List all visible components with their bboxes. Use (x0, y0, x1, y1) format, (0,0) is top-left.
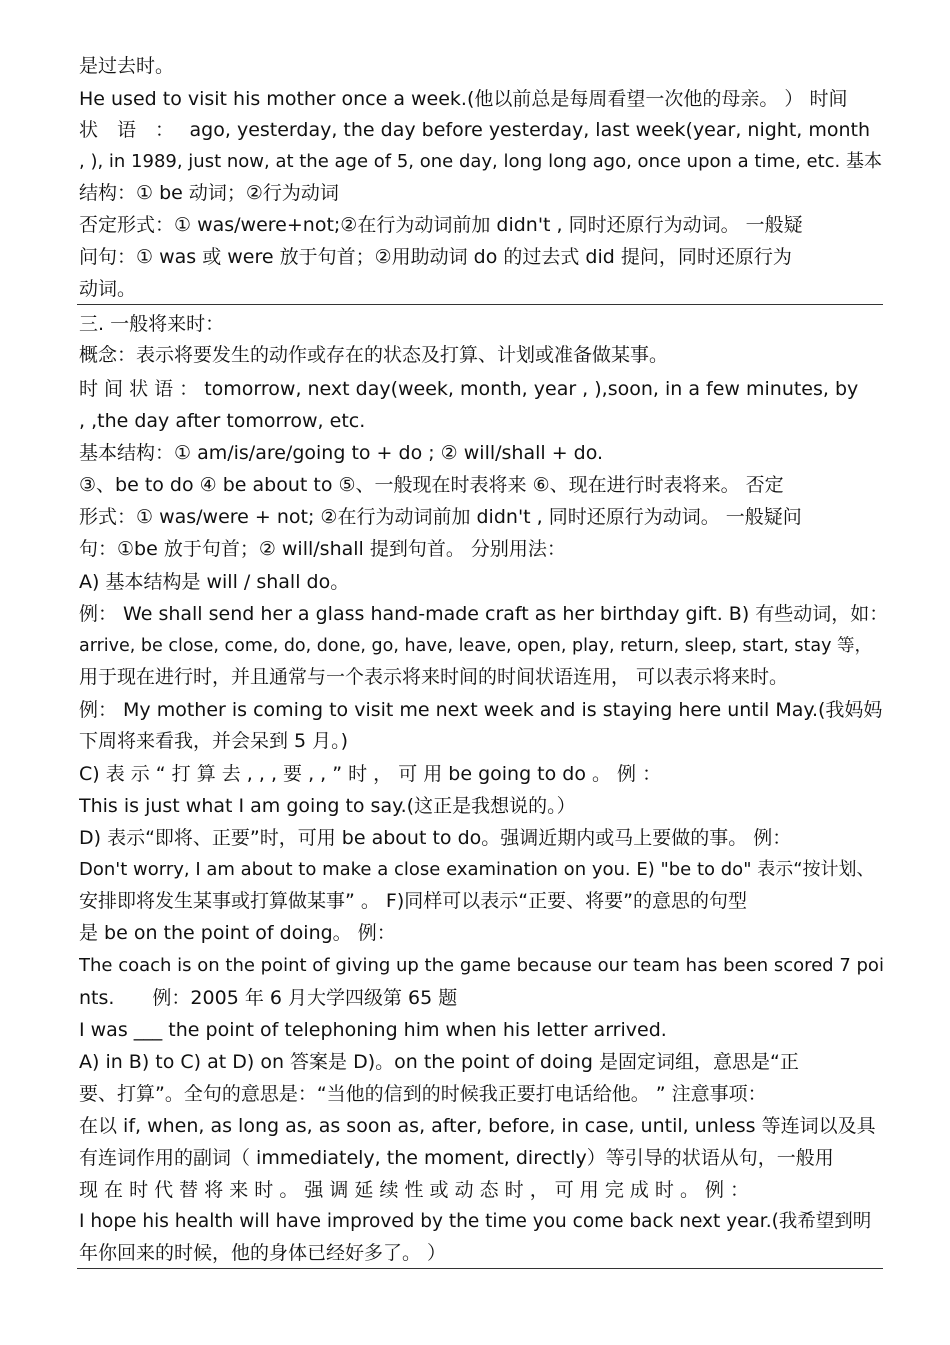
text-line: Don't worry, I am about to make a close examination on you. E) "be to do" 表示“按计划、 (79, 859, 875, 880)
text-line: A) 基本结构是 will / shall do。 (79, 571, 350, 593)
text-line: C) 表 示 “ 打 算 去 , , , 要 , , ” 时 ， 可 用 be going to do 。 例 ： (79, 763, 662, 785)
text-line: He used to visit his mother once a week.(他以前总是每周看望一次他的母亲。 ） 时间 (79, 88, 848, 110)
text-line: , ,the day after tomorrow, etc. (79, 410, 366, 432)
text-line: D) 表示“即将、正要”时，可用 be about to do。强调近期内或马上要做的事。 例： (79, 827, 792, 849)
text-line: 是过去时。 (79, 55, 175, 77)
text-line: 问句：① was 或 were 放于句首；②用助动词 do 的过去式 did 提问，同时还原行为 (79, 246, 792, 268)
text-line: 时 间 状 语 ： tomorrow, next day(week, month, year , ),soon, in a few minutes, by (79, 378, 859, 400)
text-line: A) in B) to C) at D) on 答案是 D)。on the point of doing 是固定词组，意思是“正 (79, 1051, 799, 1073)
section-heading: 三. 一般将来时： (79, 313, 225, 335)
text-line: 是 be on the point of doing。 例： (79, 922, 396, 944)
text-line: I was ___ the point of telephoning him when his letter arrived. (79, 1019, 667, 1041)
text-line: 结构：① be 动词；②行为动词 (79, 182, 339, 204)
text-line: 年你回来的时候，他的身体已经好多了。 ） (79, 1242, 447, 1264)
text-line: This is just what I am going to say.(这正是我想说的。） (79, 795, 576, 817)
text-line: 现 在 时 代 替 将 来 时 。 强 调 延 续 性 或 动 态 时 ， 可 用 完 成 时 。 例 ： (79, 1179, 750, 1201)
text-line: 状 语 ： ago, yesterday, the day before yesterday, last week(year, night, month (79, 119, 871, 141)
text-line: nts. 例：2005 年 6 月大学四级第 65 题 (79, 987, 458, 1009)
text-line: arrive, be close, come, do, done, go, have, leave, open, play, return, sleep, start, stay 等， (79, 636, 873, 656)
text-line: 用于现在进行时，并且通常与一个表示将来时间的时间状语连用， 可以表示将来时。 (79, 666, 789, 688)
text-line: The coach is on the point of giving up the game because our team has been scored 7 poi (79, 955, 884, 976)
section-divider (77, 1268, 883, 1269)
text-line: 要、打算”。全句的意思是：“当他的信到的时候我正要打电话给他。 ” 注意事项： (79, 1083, 767, 1105)
text-line: 基本结构：① am/is/are/going to + do ; ② will/shall + do. (79, 442, 604, 464)
text-line: 在以 if, when, as long as, as soon as, after, before, in case, until, unless 等连词以及具 (79, 1115, 876, 1137)
text-line: 动词。 (79, 278, 137, 300)
text-line: , ), in 1989, just now, at the age of 5, one day, long long ago, once upon a time, etc. 基本 (79, 151, 882, 172)
text-line: 形式：① was/were + not; ②在行为动词前加 didn't , 同时还原行为动词。 一般疑问 (79, 506, 802, 528)
text-line: 有连词作用的副词（ immediately, the moment, directly）等引导的状语从句，一般用 (79, 1147, 834, 1169)
text-line: 例： My mother is coming to visit me next week and is staying here until May.(我妈妈 (79, 699, 883, 721)
text-line: 句：①be 放于句首；② will/shall 提到句首。 分别用法： (79, 538, 566, 560)
text-line: 概念：表示将要发生的动作或存在的状态及打算、计划或准备做某事。 (79, 344, 669, 366)
text-line: 安排即将发生某事或打算做某事” 。 F)同样可以表示“正要、将要”的意思的句型 (79, 890, 747, 912)
text-line: I hope his health will have improved by the time you come back next year.(我希望到明 (79, 1211, 872, 1232)
text-line: 否定形式：① was/were+not;②在行为动词前加 didn't , 同时还原行为动词。 一般疑 (79, 214, 803, 236)
section-divider (77, 304, 883, 305)
text-line: 下周将来看我，并会呆到 5 月。) (79, 730, 349, 752)
text-line: ③、be to do ④ be about to ⑤、一般现在时表将来 ⑥、现在进行时表将来。 否定 (79, 474, 784, 496)
text-line: 例： We shall send her a glass hand-made craft as her birthday gift. B) 有些动词，如： (79, 603, 889, 625)
